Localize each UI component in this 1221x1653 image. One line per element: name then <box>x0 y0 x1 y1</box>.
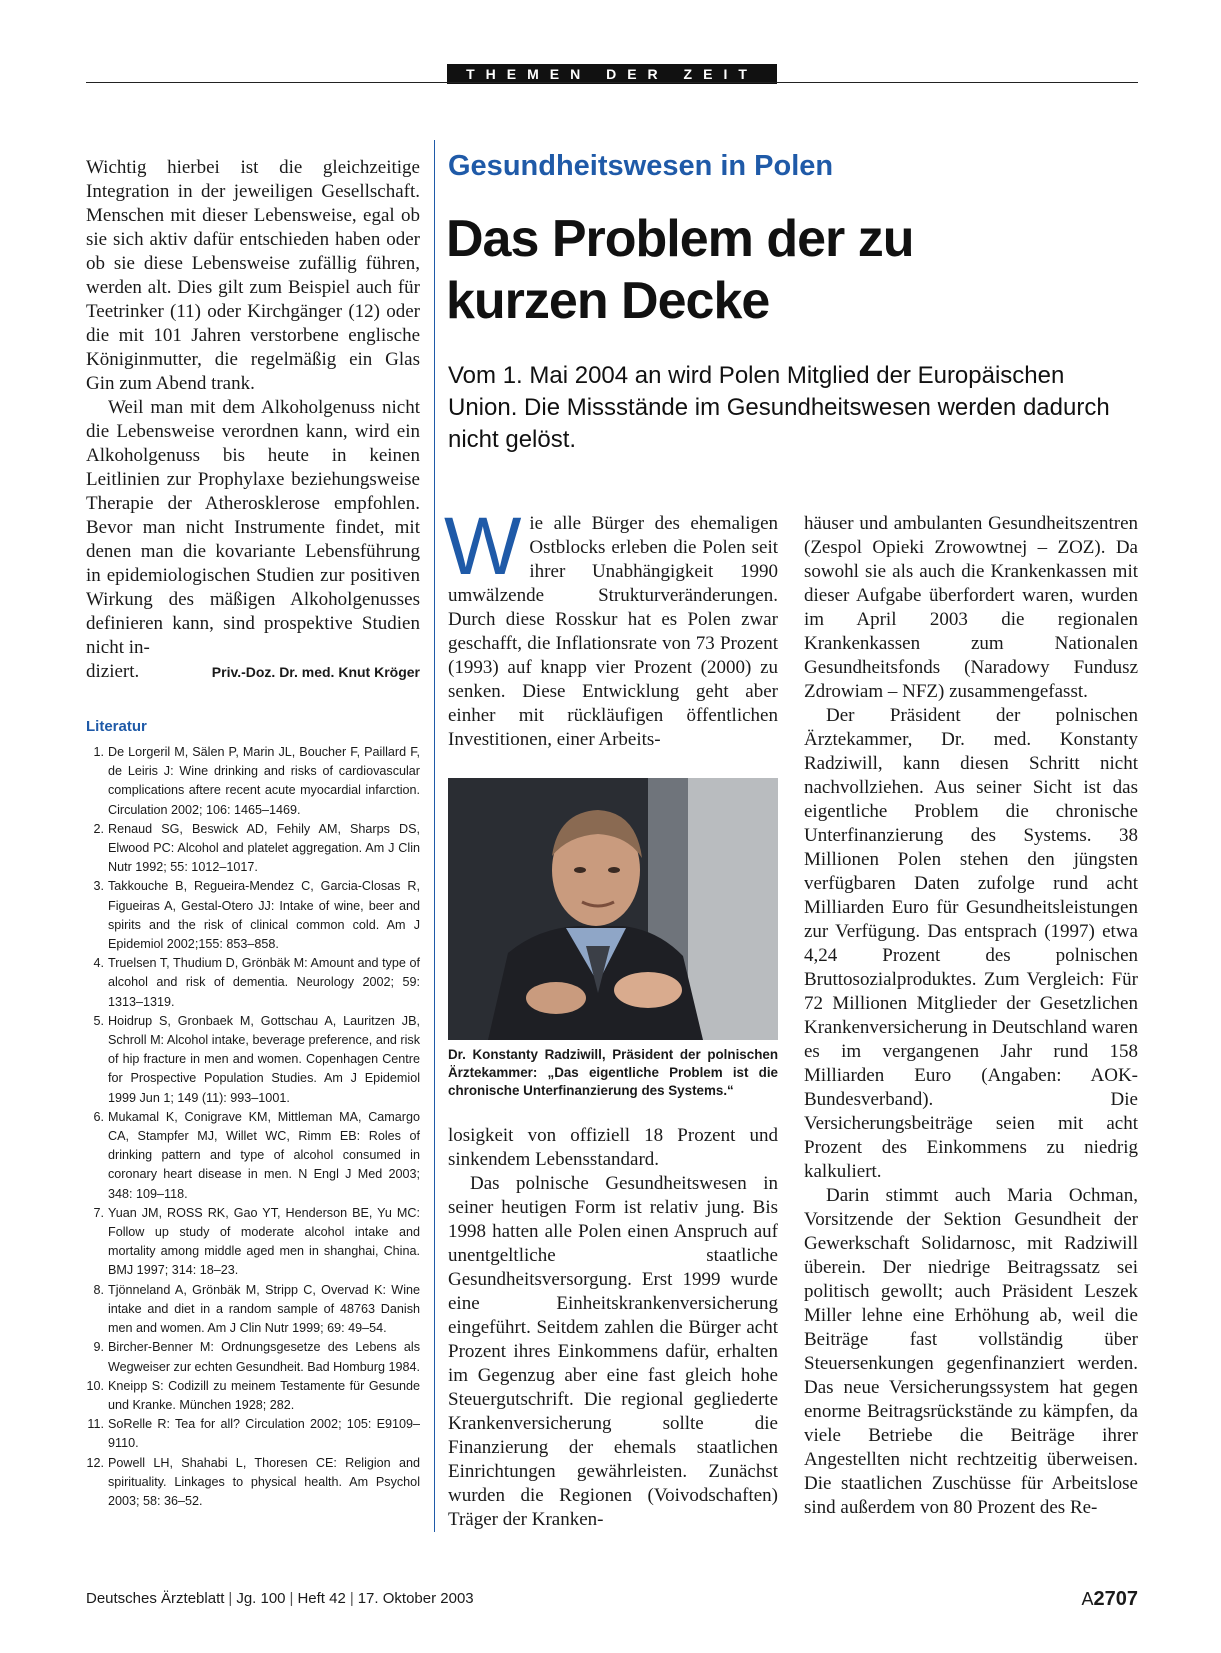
portrait-photo <box>448 778 778 1040</box>
reference-text: De Lorgeril M, Sälen P, Marin JL, Boucher F, Paillard F, de Leiris J: Wine drinking and risks of cardiovascular complications aftere recent acute myocardial infarction. Circulation 2002; 106: 1465–1469. <box>108 745 420 817</box>
header-rule <box>86 82 1138 83</box>
footer-separator: | <box>228 1590 233 1607</box>
reference-number: 3. <box>93 879 104 894</box>
reference-number: 1. <box>93 745 104 759</box>
page-footer <box>86 1586 1138 1612</box>
right-paragraph-3: Darin stimmt auch Maria Ochman, Vorsitzende der Sektion Gesundheit der Gewerkschaft Solidarnosc, mit Radziwill überein. Der niedrige Beitragssatz sei politisch gewollt; auch Präsident Leszek Miller lehne eine Erhöhung ab, weil die Beiträge fast vollständig über Steuersenkungen gegenfinanziert werden. Das neue Versicherungssystem hat gegen enorme Beitragsrückstände zu kämpfen, da viele Betriebe die Beiträge ihrer Angestellten nicht rechtzeitig überweisen. Die staatlichen Zuschüsse für Arbeitslose sind außerdem von 80 Prozent des Re- <box>804 1185 1138 1518</box>
journal-name: Deutsches Ärzteblatt <box>86 1590 225 1607</box>
headline-line-2: kurzen Decke <box>446 272 770 330</box>
article-headline <box>446 208 1126 332</box>
journal-volume: Jg. 100 <box>236 1590 286 1607</box>
reference-item <box>86 820 420 878</box>
reference-number: 4. <box>93 956 104 971</box>
reference-text: SoRelle R: Tea for all? Circulation 2002; 105: E9109–9110. <box>108 1417 420 1451</box>
last-word: diziert. <box>86 661 140 682</box>
reference-text: Kneipp S: Codizill zu meinem Testamente für Gesunde und Kranke. München 1928; 282. <box>108 1378 420 1412</box>
left-paragraph-1: Wichtig hierbei ist die gleichzeitige Integration in der jeweiligen Gesellschaft. Menschen mit dieser Lebensweise, egal ob sie sich aktiv dafür entschieden haben oder ob sie diese Lebensweise zufällig führen, werden alt. Dies gilt zum Beispiel auch für Teetrinker (11) oder Kirchgänger (12) oder die mit 101 Jahren verstorbene englische Königinmutter, die regelmäßig ein Glas Gin zum Abend trank. <box>86 157 420 394</box>
reference-number: 9. <box>93 1340 104 1355</box>
reference-item <box>86 1454 420 1512</box>
photo-caption: Dr. Konstanty Radziwill, Präsident der polnischen Ärztekammer: „Das eigentliche Problem ist die chronische Unterfinanzierung des Systems.“ <box>448 1047 778 1099</box>
drop-cap: W <box>444 501 522 592</box>
page-prefix: A <box>1081 1589 1094 1609</box>
author-line <box>86 660 420 684</box>
middle-paragraph-2: losigkeit von offiziell 18 Prozent und sinkendem Lebensstandard. <box>448 1125 778 1170</box>
page-number: 2707 <box>1093 1588 1138 1610</box>
reference-text: Hoidrup S, Gronbaek M, Gottschau A, Lauritzen JB, Schroll M: Alcohol intake, beverage preference, and risk of hip fracture in men and women. Copenhagen Centre for Prospective Population Studies. Am J Epidemiol 1999 Jun 1; 149 (11): 993–1001. <box>108 1013 420 1105</box>
reference-text: Mukamal K, Conigrave KM, Mittleman MA, Camargo CA, Stampfer MJ, Willet WC, Rimm EB: Roles of drinking pattern and type of alcohol consumed in coronary heart disease in men. N Engl J Med 2003; 348: 109–118. <box>108 1109 420 1201</box>
reference-text: Bircher-Benner M: Ordnungsgesetze des Lebens als Wegweiser zur echten Gesundheit. Bad Homburg 1984. <box>108 1340 420 1374</box>
portrait-illustration <box>448 778 778 1040</box>
author-name: Priv.-Doz. Dr. med. Knut Kröger <box>211 664 420 680</box>
footer-separator: | <box>289 1590 294 1607</box>
reference-number: 7. <box>93 1205 104 1220</box>
reference-number: 11. <box>87 1417 104 1432</box>
reference-number: 2. <box>93 821 104 836</box>
reference-text: Takkouche B, Regueira-Mendez C, Garcia-Closas R, Figueiras A, Gestal-Otero JJ: Intake of wine, beer and spirits and the risk of clinical common cold. Am J Epidemiol 2002;155: 853–858. <box>108 879 420 952</box>
reference-item <box>86 1204 420 1281</box>
reference-item <box>86 1281 420 1339</box>
journal-issue: Heft 42 <box>297 1590 346 1607</box>
reference-number: 8. <box>93 1282 104 1297</box>
reference-item <box>86 1012 420 1108</box>
section-banner: THEMEN DER ZEIT <box>447 64 777 84</box>
right-paragraph-1: häuser und ambulanten Gesundheitszentren (Zespol Opieki Zrowowtnej – ZOZ). Da sowohl sie als auch die Krankenkassen mit dieser Aufgabe überfordert waren, wurden im April 2003 die regionalen Krankenkassen zum Nationalen Gesundheitsfonds (Naradowy Fundusz Zdrowiam – NFZ) zusammengefasst. <box>804 513 1138 702</box>
right-paragraph-2: Der Präsident der polnischen Ärztekammer, Dr. med. Konstanty Radziwill, kann diesen Schritt nicht nachvollziehen. Aus seiner Sicht ist das eigentliche Problem die chronische Unterfinanzierung des Systems. 38 Millionen Polen stehen den jüngsten verfügbaren Daten zufolge rund acht Milliarden Euro für Gesundheitsleistungen zur Verfügung. Das entsprach (1997) etwa 4,24 Prozent des polnischen Bruttosozialproduktes. Zum Vergleich: Für 72 Millionen Mitglieder der Gesetzlichen Krankenversicherung in Deutschland waren es im vergangenen Jahr rund 158 Milliarden Euro (Angaben: AOK-Bundesverband). Die Versicherungsbeiträge seien mit acht Prozent des Einkommens zu niedrig kalkuliert. <box>804 705 1138 1182</box>
reference-text: Powell LH, Shahabi L, Thoresen CE: Religion and spirituality. Linkages to physical health. Am Psychol 2003; 58: 36–52. <box>108 1455 420 1508</box>
reference-item <box>86 1108 420 1204</box>
article-lead: Vom 1. Mai 2004 an wird Polen Mitglied der Europäischen Union. Die Missstände im Gesundheitswesen werden dadurch nicht gelöst. <box>448 362 1110 453</box>
middle-column-top <box>444 501 778 752</box>
middle-column-bottom <box>448 1124 778 1532</box>
reference-item <box>86 1338 420 1376</box>
reference-number: 12. <box>86 1455 104 1470</box>
middle-paragraph-1-text: ie alle Bürger des ehemaligen Ostblocks erleben die Polen seit ihrer Unabhängigkeit 1990 umwälzende Strukturveränderungen. Durch diese Rosskur hat es Polen zwar geschafft, die Inflationsrate von 73 Prozent (1993) auf knapp vier Prozent (2000) zu senken. Diese Entwicklung geht aber einher mit rückläufigen öffentlichen Investitionen, einer Arbeits- <box>448 513 778 750</box>
article-kicker: Gesundheitswesen in Polen <box>448 150 834 182</box>
headline-line-1: Das Problem der zu <box>446 210 914 268</box>
reference-item <box>86 743 420 820</box>
journal-date: 17. Oktober 2003 <box>357 1590 474 1607</box>
middle-paragraph-3: Das polnische Gesundheitswesen in seiner heutigen Form ist relativ jung. Bis 1998 hatten alle Polen einen Anspruch auf unentgeltliche staatliche Gesundheitsversorgung. Erst 1999 wurde eine Einheitskrankenversicherung eingeführt. Seitdem zahlen die Bürger acht Prozent ihres Einkommens dafür, erhalten im Gegenzug aber eine fast gleich hohe Steuergutschrift. Die regional gegliederte Krankenversicherung sollte die Finanzierung der ehemals staatlichen Einrichtungen gewährleisten. Zunächst wurden die Regionen (Voivodschaften) Träger der Kranken- <box>448 1173 778 1530</box>
reference-text: Yuan JM, ROSS RK, Gao YT, Henderson BE, Yu MC: Follow up study of moderate alcohol intake and mortality among middle aged men in shanghai, China. BMJ 1997; 314: 18–23. <box>108 1205 420 1278</box>
left-paragraph-2: Weil man mit dem Alkoholgenuss nicht die Lebensweise verordnen kann, wird ein Alkoholgenuss bis heute in keinen Leitlinien zur Prophylaxe beziehungsweise Therapie der Atherosklerose empfohlen. Bevor man nicht Instrumente findet, mit denen man die kovariante Lebensführung in epidemiologischen Studien zur positiven Wirkung des mäßigen Alkoholgenusses definieren kann, sind prospektive Studien nicht in- <box>86 397 420 658</box>
footer-separator: | <box>349 1590 354 1607</box>
reference-text: Truelsen T, Thudium D, Grönbäk M: Amount and type of alcohol and risk of dementia. Neurology 2002; 59: 1313–1319. <box>108 956 420 1009</box>
reference-text: Renaud SG, Beswick AD, Fehily AM, Sharps DS, Elwood PC: Alcohol and platelet aggregation. Am J Clin Nutr 1992; 55: 1012–1017. <box>108 821 420 875</box>
reference-number: 10. <box>86 1378 104 1393</box>
reference-number: 6. <box>93 1109 104 1124</box>
reference-list <box>86 743 420 1511</box>
middle-paragraph-1 <box>444 501 778 752</box>
reference-item <box>86 877 420 954</box>
reference-item <box>86 954 420 1012</box>
literature-heading: Literatur <box>86 718 147 735</box>
page-number-group <box>1081 1586 1138 1614</box>
reference-number: 5. <box>93 1013 104 1028</box>
reference-item <box>86 1415 420 1453</box>
right-column <box>804 512 1138 1520</box>
reference-item <box>86 1377 420 1415</box>
left-column <box>86 156 420 1511</box>
reference-text: Tjönneland A, Grönbäk M, Stripp C, Overvad K: Wine intake and diet in a random sample of 48763 Danish men and women. Am J Clin Nutr 1999; 69: 49–54. <box>108 1282 420 1336</box>
column-divider <box>434 140 435 1532</box>
